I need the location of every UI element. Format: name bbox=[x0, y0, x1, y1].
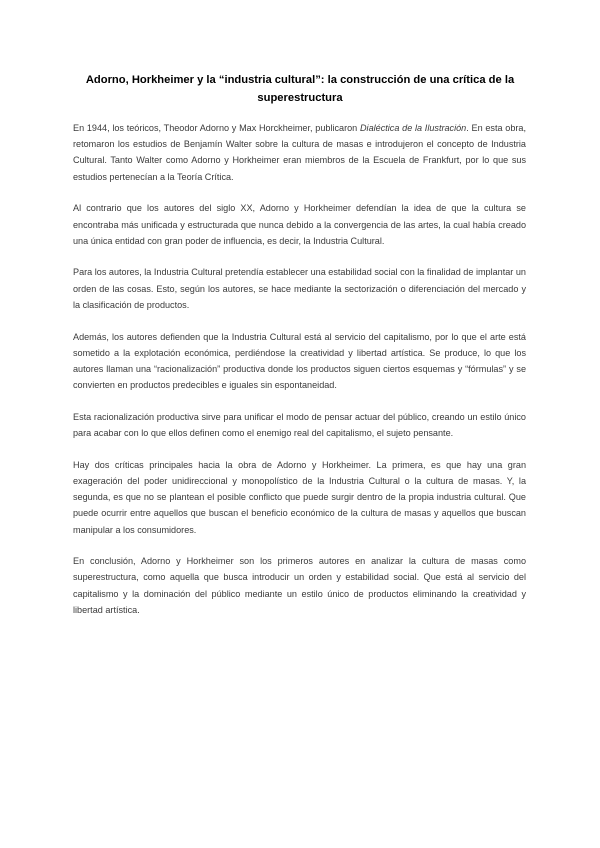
paragraph-3: Para los autores, la Industria Cultural pretendía establecer una estabilidad social con la finalidad de implantar un orden de las cosas. Esto, según los autores, se hace mediante la sectorización o diferenciación del mercado y la clasificación de productos. bbox=[73, 267, 526, 310]
paragraph-7: En conclusión, Adorno y Horkheimer son los primeros autores en analizar la cultura de masas como superestructura, como aquella que busca introducir un orden y estabilidad social. Que está al servicio del capitalismo y la dominación del público mediante un estilo único de productos eliminando la creatividad y libertad artística. bbox=[73, 556, 526, 615]
paragraph-1 bbox=[73, 120, 526, 185]
paragraph-6: Hay dos críticas principales hacia la obra de Adorno y Horkheimer. La primera, es que hay una gran exageración del poder unidireccional y monopolístico de la Industria Cultural o la cultura de masas. Y, la segunda, es que no se plantean el posible conflicto que puede surgir dentro de la propia industria cultural. Que puede ocurrir entre aquellos que buscan el beneficio económico de la cultura de masas y aquellos que buscan manipular a los consumidores. bbox=[73, 459, 526, 535]
document-body bbox=[73, 120, 526, 634]
paragraph-4: Además, los autores defienden que la Industria Cultural está al servicio del capitalismo, por lo que el arte está sometido a la explotación económica, perdiéndose la creatividad y libertad artística. Se produce, lo que los autores llaman una “racionalización” productiva donde los productos siguen ciertos esquemas y “fórmulas” y se convierten en productos predecibles e iguales sin espontaneidad. bbox=[73, 331, 526, 391]
paragraph-1-lead: En 1944, los teóricos, Theodor Adorno y Max Horckheimer, publicaron bbox=[73, 123, 360, 133]
document-title: Adorno, Horkheimer y la “industria cultural”: la construcción de una crítica de la superestructura bbox=[85, 74, 515, 104]
book-title-italic: Dialéctica de la Ilustración bbox=[359, 123, 467, 133]
paragraph-5: Esta racionalización productiva sirve para unificar el modo de pensar actuar del público, creando un estilo único para acabar con lo que ellos definen como el enemigo real del capitalismo, el sujeto pensante. bbox=[73, 411, 526, 439]
paragraph-1-rest: . En esta obra, retomaron los estudios de Benjamín Walter sobre la cultura de masas e introdujeron el concepto de Industria Cultural. Tanto Walter como Adorno y Horkheimer eran miembros de la Escuela de Frankfurt, por lo que sus estudios pertenecían a la Teoría Crítica. bbox=[73, 123, 527, 182]
paragraph-2: Al contrario que los autores del siglo XX, Adorno y Horkheimer defendían la idea de que la cultura se encontraba más unificada y estructurada que nunca debido a la convergencia de las artes, la cual había creado una única entidad con gran poder de influencia, es decir, la Industria Cultural. bbox=[73, 203, 526, 246]
